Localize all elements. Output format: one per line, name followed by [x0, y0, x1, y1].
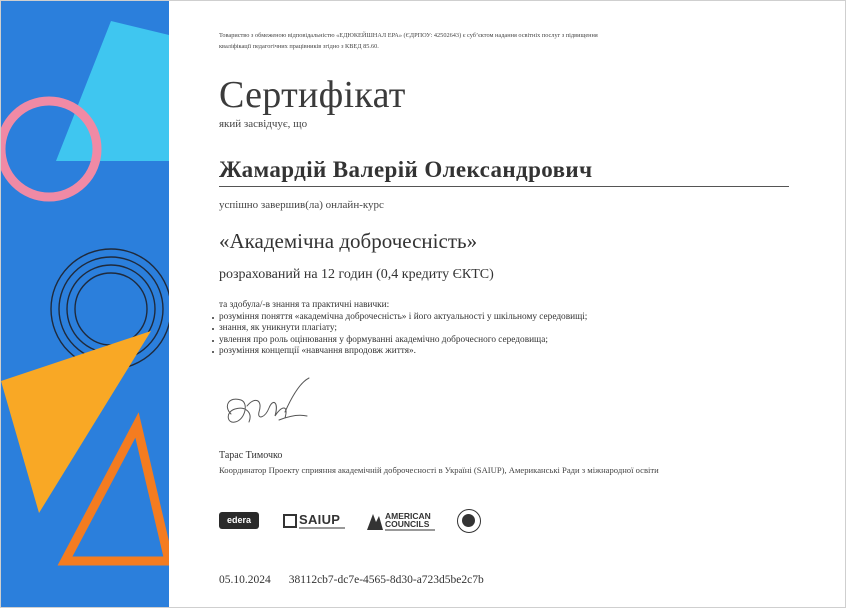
skill-text: розуміння поняття «академічна доброчесність» і його актуальності у шкільному середовищі; — [219, 312, 588, 322]
edera-logo: edera — [219, 512, 259, 529]
american-councils-mark-icon — [367, 514, 383, 530]
bullet-icon — [212, 317, 214, 319]
saiup-logo-text: SAIUP — [299, 512, 341, 527]
american-councils-tagline-line — [385, 529, 435, 531]
skill-text: знання, як уникнути плагіату; — [219, 323, 337, 334]
skill-item — [219, 312, 587, 323]
orange-triangle-shape — [1, 331, 151, 513]
recipient-name: Жамардій Валерій Олександрович — [219, 156, 789, 187]
seal-center-icon — [462, 514, 475, 527]
skill-text: розуміння концепції «навчання впродовж життя». — [219, 345, 416, 356]
skill-item — [219, 323, 587, 334]
skill-text: увлення про роль оцінювання у формуванні академічно доброчесного середовища; — [219, 334, 548, 345]
certificate-title: Сертифікат — [219, 74, 406, 116]
saiup-mark-icon — [283, 514, 297, 528]
partner-logos — [219, 509, 499, 537]
certificate-footer — [219, 574, 484, 586]
legal-notice: Товариство з обмеженою відповідальністю «ЕДЮКЕЙШНАЛ ЕРА» (ЄДРПОУ: 42502643) є суб’єктом надання освітніх послуг з підвищення кваліфікації педагогічних працівників згідно з КВЕД 85.60. — [219, 32, 598, 50]
skill-item — [219, 335, 587, 346]
course-title: «Академічна доброчесність» — [219, 229, 478, 253]
signer-role: Координатор Проекту сприяння академічній доброчесності в Україні (SAIUP), Американські Ради з міжнародної освіти — [219, 465, 659, 475]
signer-name: Тарас Тимочко — [219, 450, 283, 461]
saiup-tagline-line — [299, 527, 345, 529]
issue-date: 05.10.2024 — [219, 574, 271, 586]
decorative-side-panel — [1, 1, 169, 607]
bullet-icon — [212, 328, 214, 330]
course-hours: розрахований на 12 годин (0,4 кредиту ЄКТС) — [219, 267, 494, 282]
completed-text: успішно завершив(ла) онлайн-курс — [219, 199, 384, 211]
certificate-id: 38112cb7-dc7e-4565-8d30-a723d5be2c7b — [288, 574, 484, 586]
skills-list — [219, 312, 587, 357]
skills-intro: та здобула/-в знання та практичні навички: — [219, 300, 390, 310]
decorative-shapes — [1, 1, 169, 607]
bullet-icon — [212, 340, 214, 342]
us-embassy-seal-icon — [457, 509, 481, 533]
signature-image — [219, 376, 319, 438]
bullet-icon — [212, 351, 214, 353]
american-councils-text-line1: AMERICAN — [385, 511, 431, 521]
american-councils-logo — [367, 511, 437, 533]
skill-item — [219, 346, 587, 357]
confirms-text: який засвідчує, що — [219, 118, 308, 130]
american-councils-text-line2: COUNCILS — [385, 519, 430, 529]
saiup-logo — [283, 512, 345, 534]
cyan-triangle-shape — [56, 21, 169, 161]
